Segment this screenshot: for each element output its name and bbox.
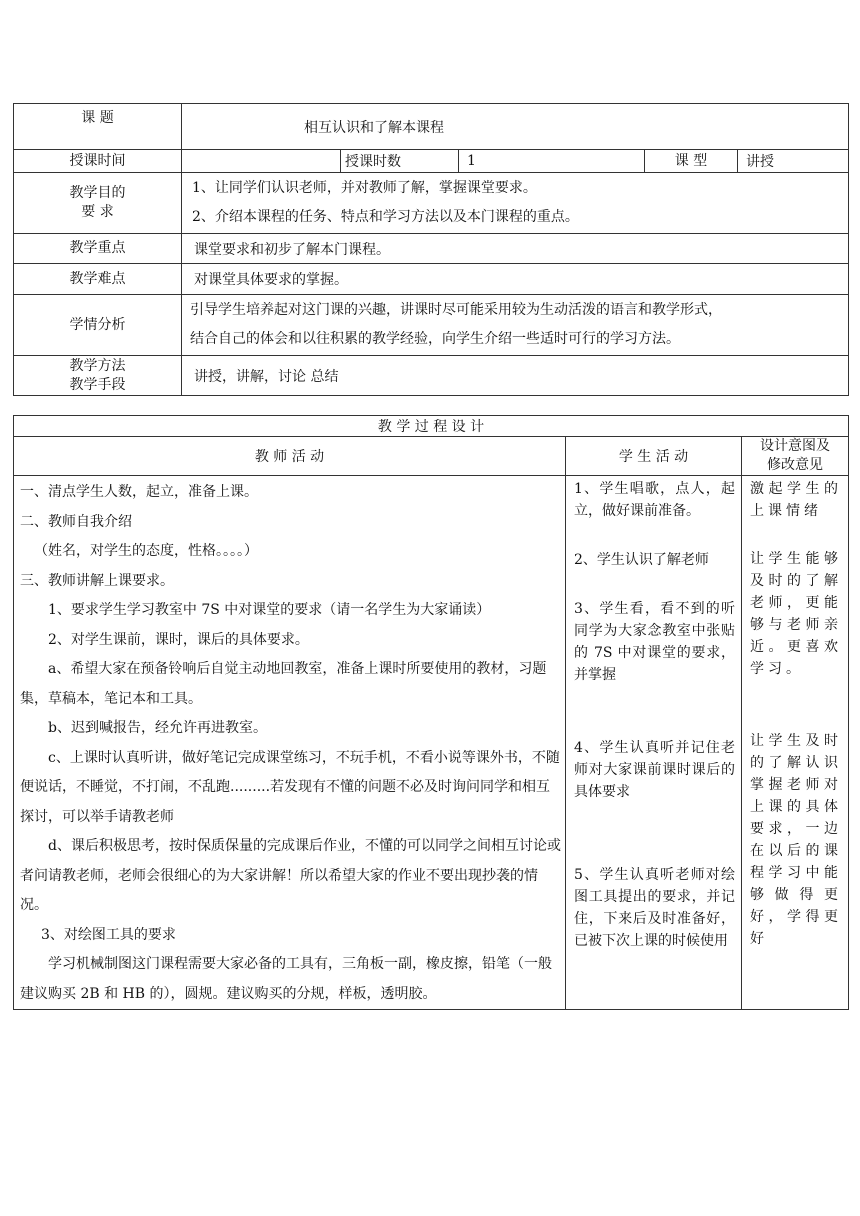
process-title: 教 学 过 程 设 计 — [14, 416, 849, 437]
student-item-4: 4、学生认真听并记住老师对大家课前课时课后的具体要求 — [574, 740, 735, 800]
type-value: 讲授 — [738, 150, 849, 173]
intent-item-1: 激起学生的上课情绪 — [750, 481, 843, 519]
analysis-line-1: 引导学生培养起对这门课的兴趣，讲课时尽可能采用较为生动活泼的语言和教学形式， — [190, 301, 722, 318]
methods-row — [14, 356, 849, 396]
objectives-label — [14, 173, 182, 234]
intent-item-3: 让学生及时的了解认识掌握老师对上课的具体要求，一边在以后的课程学习中能够做得更好，学得更好 — [750, 733, 843, 947]
student-item-1: 1、学生唱歌，点人，起立，做好课前准备。 — [574, 481, 735, 519]
teacher-line-8: b、迟到喊报告，经允许再进教室。 — [48, 720, 267, 736]
teacher-line-9: c、上课时认真听讲，做好笔记完成课堂练习，不玩手机，不看小说等课外书，不随便说话，不睡觉，不打闹，不乱跑.........若发现有不懂的问题不必及时询问同学和相互探讨，可以举手请教老师 — [20, 749, 560, 825]
design-intent — [742, 476, 849, 1010]
objectives-label-line1: 教学目的 — [69, 185, 126, 201]
analysis-row — [14, 295, 849, 356]
teacher-line-10: d、课后积极思考，按时保质保量的完成课后作业，不懂的可以同学之间相互讨论或者问请教老师，老师会很细心的为大家讲解！所以希望大家的作业不要出现抄袭的情况。 — [20, 838, 561, 913]
difficulties-label: 教学难点 — [14, 264, 182, 295]
objectives-line-1: 1、让同学们认识老师，并对教师了解，掌握课堂要求。 — [192, 179, 537, 196]
topic-row — [14, 104, 849, 150]
teacher-line-1: 一、清点学生人数，起立，准备上课。 — [20, 484, 258, 500]
teacher-line-3: （姓名，对学生的态度，性格。。。。） — [34, 543, 258, 559]
student-item-2: 2、学生认识了解老师 — [574, 552, 709, 568]
analysis-label: 学情分析 — [14, 295, 182, 356]
teacher-line-5: 1、要求学生学习教室中 7S 中对课堂的要求（请一名学生为大家诵读） — [48, 602, 491, 618]
teacher-line-7: a、希望大家在预备铃响后自觉主动地回教室，准备上课时所要使用的教材，习题集，草稿本，笔记本和工具。 — [20, 661, 547, 707]
teacher-activities — [14, 476, 566, 1010]
teacher-line-11: 3、对绘图工具的要求 — [41, 926, 176, 943]
difficulties-value: 对课堂具体要求的掌握。 — [182, 264, 849, 295]
teacher-line-4: 三、教师讲解上课要求。 — [20, 572, 174, 589]
difficulties-row — [14, 264, 849, 295]
process-table — [13, 415, 849, 1010]
intent-column-header — [742, 437, 849, 476]
objectives-content — [182, 173, 849, 234]
key-points-row — [14, 234, 849, 264]
process-title-row — [14, 416, 849, 437]
methods-label — [14, 356, 182, 396]
process-body-row — [14, 476, 849, 1010]
objectives-row — [14, 173, 849, 234]
teacher-column-header: 教 师 活 动 — [14, 437, 566, 476]
objectives-label-line2: 要 求 — [81, 204, 114, 220]
intent-header-line2: 修改意见 — [767, 457, 823, 473]
topic-label: 课 题 — [14, 104, 182, 150]
schedule-row — [14, 150, 849, 173]
teacher-line-2: 二、教师自我介绍 — [20, 513, 132, 530]
type-label: 课 型 — [645, 150, 738, 173]
key-points-value: 课堂要求和初步了解本门课程。 — [182, 234, 849, 264]
topic-value: 相互认识和了解本课程 — [182, 104, 849, 150]
methods-label-line1: 教学方法 — [69, 357, 126, 374]
analysis-line-2: 结合自己的体会和以往积累的教学经验，向学生介绍一些适时可行的学习方法。 — [190, 331, 680, 347]
methods-label-line2: 教学手段 — [69, 376, 126, 393]
student-item-5: 5、学生认真听老师对绘图工具提出的要求，并记住，下来后及时准备好，已被下次上课的时候使用 — [574, 867, 735, 949]
student-column-header: 学 生 活 动 — [566, 437, 742, 476]
teacher-line-12: 学习机械制图这门课程需要大家必备的工具有，三角板一副，橡皮擦，铅笔（一般建议购买 2B 和 HB 的），圆规。建议购买的分规，样板，透明胶。 — [20, 956, 552, 1002]
student-activities — [566, 476, 742, 1010]
methods-value: 讲授，讲解，讨论 总结 — [182, 356, 849, 396]
objectives-line-2: 2、介绍本课程的任务、特点和学习方法以及本门课程的重点。 — [192, 209, 579, 225]
student-item-3: 3、学生看，看不到的听同学为大家念教室中张贴的 7S 中对课堂的要求，并掌握 — [574, 601, 735, 683]
hours-label: 授课时数 — [341, 150, 459, 173]
process-columns-row — [14, 437, 849, 476]
intent-item-2: 让学生能够及时的了解老师，更能够与老师亲近。更喜欢学习。 — [750, 551, 843, 677]
intent-header-line1: 设计意图及 — [760, 438, 830, 454]
teacher-line-6: 2、对学生课前，课时，课后的具体要求。 — [48, 631, 309, 648]
time-label: 授课时间 — [14, 150, 182, 173]
hours-value: 1 — [459, 150, 645, 173]
lesson-header-table — [13, 103, 849, 396]
key-points-label: 教学重点 — [14, 234, 182, 264]
analysis-content — [182, 295, 849, 356]
time-value — [182, 150, 341, 173]
